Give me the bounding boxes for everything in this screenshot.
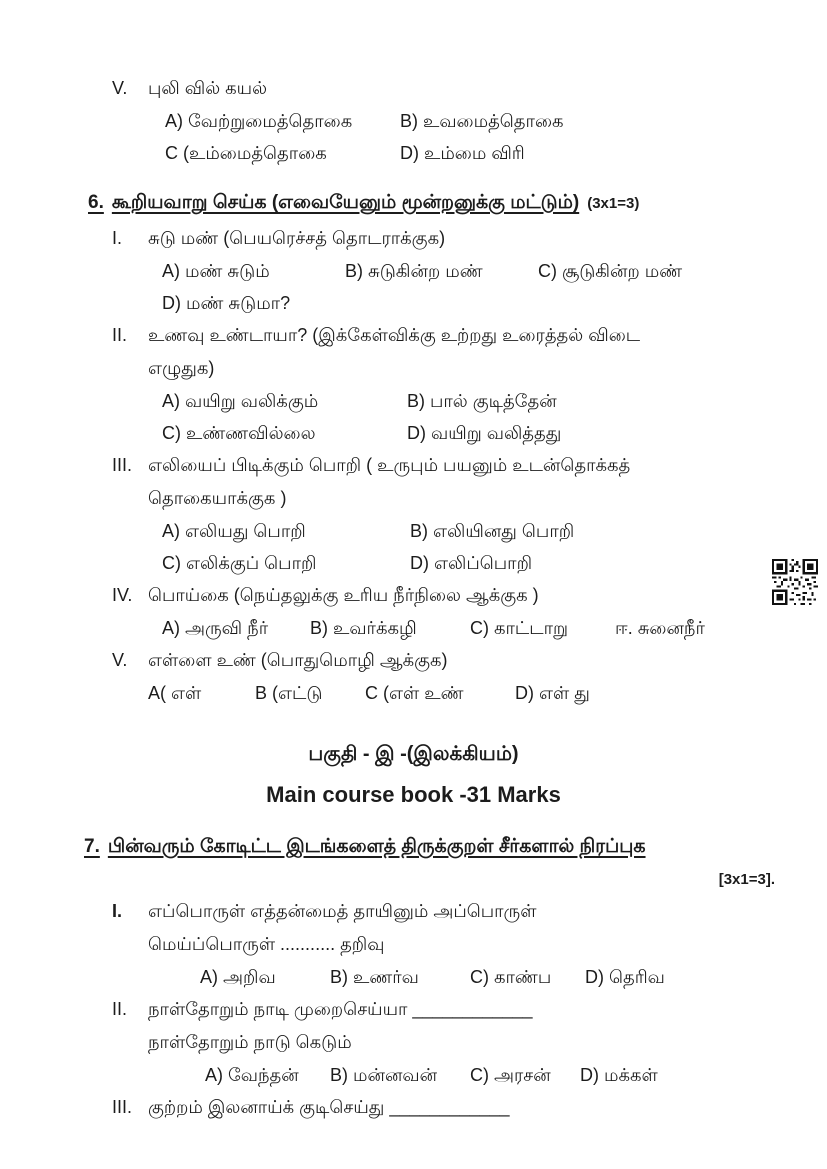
section-part-title: பகுதி - இ -(இலக்கியம்)	[308, 743, 519, 765]
question-item	[0, 895, 827, 928]
option: A) வேந்தன்	[205, 1065, 299, 1085]
option-row	[0, 385, 827, 417]
option: B) உவர்க்கழி	[310, 618, 417, 638]
question-item	[0, 319, 827, 352]
question-item	[0, 993, 827, 1026]
option-row	[0, 255, 827, 287]
option: C) உண்ணவில்லை	[162, 423, 316, 443]
item-numeral: I.	[112, 228, 123, 248]
question-item	[0, 644, 827, 677]
option: ஈ. சுனைநீர்	[615, 618, 705, 638]
option: D) தெரிவ	[585, 967, 665, 987]
option: D) வயிறு வலித்தது	[407, 423, 562, 443]
option: D) எள் து	[515, 683, 590, 703]
question-number: 7.	[84, 836, 100, 857]
item-text: நாள்தோறும் நாடி முறைசெய்யா ____________	[148, 999, 533, 1019]
option: B) எலியினது பொறி	[410, 521, 575, 541]
option-row	[0, 417, 827, 449]
option-row	[0, 677, 827, 709]
item-text: எப்பொருள் எத்தன்மைத் தாயினும் அப்பொருள்	[148, 901, 537, 921]
question-7-heading	[0, 829, 827, 865]
option: A) மண் சுடும்	[162, 261, 270, 281]
option: D) மக்கள்	[580, 1065, 658, 1085]
option: A) வேற்றுமைத்தொகை	[165, 111, 353, 131]
item-numeral: III.	[112, 1097, 133, 1117]
question-marks: [3x1=3].	[718, 871, 775, 888]
option: A( எள்	[148, 683, 202, 703]
question-title: கூறியவாறு செய்க (எவையேனும் மூன்றனுக்கு மட்டும்)	[111, 192, 580, 213]
item-numeral: I.	[112, 901, 123, 921]
section-book-title: Main course book -31 Marks	[266, 782, 561, 807]
option: B) பால் குடித்தேன்	[407, 391, 557, 411]
option: C) அரசன்	[470, 1065, 551, 1085]
option: A) வயிறு வலிக்கும்	[162, 391, 319, 411]
option-row	[0, 137, 827, 169]
option: C) காண்ப	[470, 967, 552, 987]
question-item	[0, 222, 827, 255]
question-item	[0, 72, 827, 105]
option-row	[0, 515, 827, 547]
option-row	[0, 961, 827, 993]
item-text: குற்றம் இலனாய்க் குடிசெய்து ____________	[148, 1097, 510, 1117]
item-numeral: II.	[112, 999, 128, 1019]
option-row	[0, 1059, 827, 1091]
option: B (எட்டு	[255, 683, 323, 703]
item-numeral: III.	[112, 455, 133, 475]
option: B) உவமைத்தொகை	[400, 111, 564, 131]
option: C) எலிக்குப் பொறி	[162, 553, 317, 573]
question-item	[0, 579, 827, 612]
item-text-continuation: எழுதுக)	[148, 358, 215, 378]
question-marks: (3x1=3)	[587, 195, 640, 212]
qr-code	[772, 559, 818, 605]
option: C) சூடுகின்ற மண்	[538, 261, 683, 281]
item-text: பொய்கை (நெய்தலுக்கு உரிய நீர்நிலை ஆக்குக )	[148, 585, 539, 605]
option: D) மண் சுடுமா?	[162, 293, 291, 313]
option-row	[0, 105, 827, 137]
option: B) சுடுகின்ற மண்	[345, 261, 483, 281]
option: B) மன்னவன்	[330, 1065, 438, 1085]
item-text-continuation: மெய்ப்பொருள் ........... தறிவு	[148, 934, 385, 954]
question-title: பின்வரும் கோடிட்ட இடங்களைத் திருக்குறள் சீர்களால் நிரப்புக	[107, 836, 646, 857]
item-text: எலியைப் பிடிக்கும் பொறி ( உருபும் பயனும் உடன்தொக்கத்	[148, 455, 631, 475]
option: C (எள் உண்	[365, 683, 464, 703]
question-number: 6.	[88, 192, 104, 213]
item-text: உணவு உண்டாயா? (இக்கேள்விக்கு உற்றது உரைத்தல் விடை	[148, 325, 641, 345]
item-text-continuation: தொகையாக்குக )	[148, 488, 287, 508]
option: A) அறிவ	[200, 967, 276, 987]
option: A) அருவி நீர்	[162, 618, 269, 638]
item-text: சுடு மண் (பெயரெச்சத் தொடராக்குக)	[148, 228, 446, 248]
item-text-continuation: நாள்தோறும் நாடு கெடும்	[148, 1032, 352, 1052]
option: B) உணர்வ	[330, 967, 419, 987]
item-text: புலி வில் கயல்	[148, 78, 268, 98]
option-row	[0, 547, 827, 579]
item-numeral: II.	[112, 325, 128, 345]
question-6-heading	[0, 185, 827, 222]
option: C (உம்மைத்தொகை	[165, 143, 327, 163]
option-row	[0, 612, 827, 644]
item-numeral: V.	[112, 78, 128, 98]
option-row	[0, 287, 827, 319]
question-item	[0, 449, 827, 482]
item-text: எள்ளை உண் (பொதுமொழி ஆக்குக)	[148, 650, 448, 670]
option: A) எலியது பொறி	[162, 521, 306, 541]
question-item	[0, 1091, 827, 1124]
item-numeral: V.	[112, 650, 128, 670]
option: D) உம்மை விரி	[400, 143, 525, 163]
option: C) காட்டாறு	[470, 618, 569, 638]
item-numeral: IV.	[112, 585, 133, 605]
option: D) எலிப்பொறி	[410, 553, 533, 573]
